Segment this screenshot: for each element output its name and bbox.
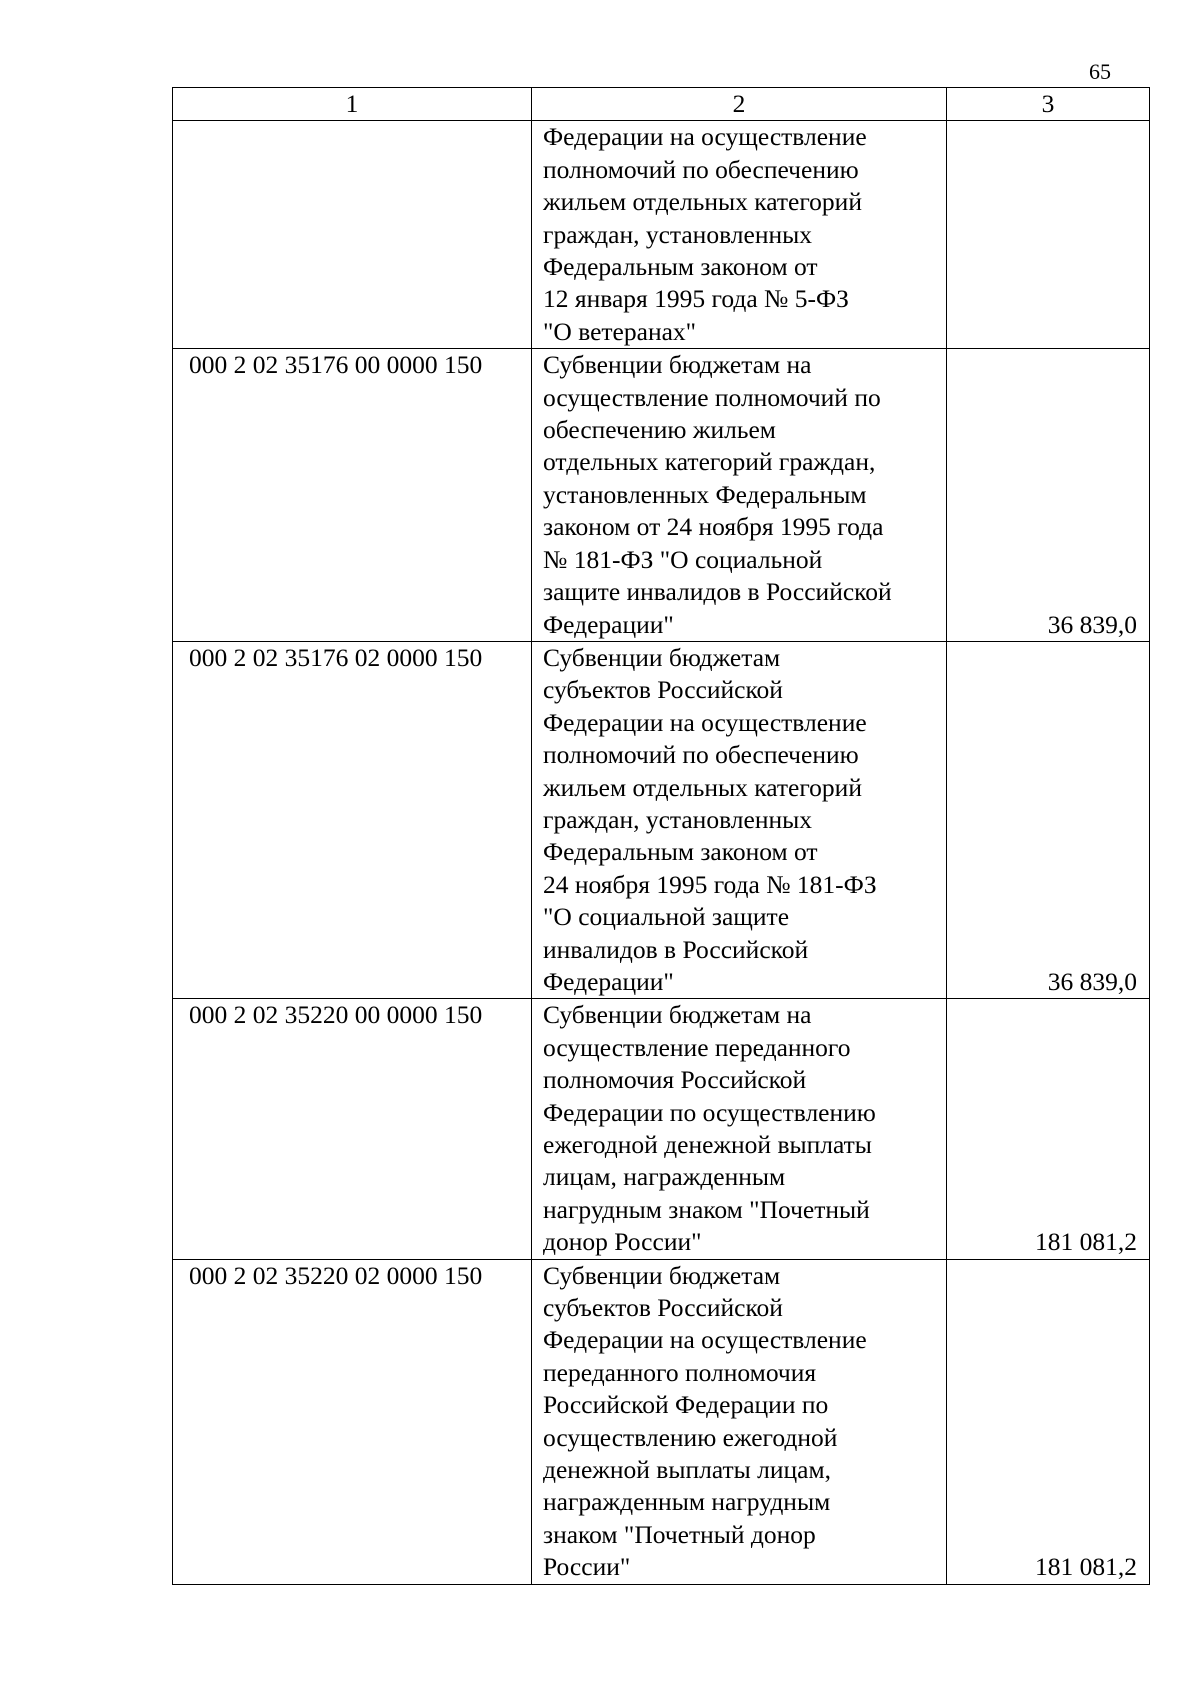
budget-table <box>172 87 1150 1585</box>
description-line: осуществление полномочий по <box>543 382 881 412</box>
description-line: граждан, установленных <box>543 219 812 249</box>
table-row <box>173 999 1150 1259</box>
description-line: Субвенции бюджетам <box>543 642 781 672</box>
description-line: защите инвалидов в Российской <box>543 577 892 607</box>
description-line: денежной выплаты лицам, <box>543 1455 831 1485</box>
description-line: знаком "Почетный донор <box>543 1519 816 1549</box>
description-line: № 181-ФЗ "О социальной <box>543 544 823 574</box>
description-line: инвалидов в Российской <box>543 934 809 964</box>
description-line: 24 ноября 1995 года № 181-ФЗ <box>543 869 877 899</box>
description-line: Федеральным законом от <box>543 837 818 867</box>
description-line: отдельных категорий граждан, <box>543 447 876 477</box>
page-number: 65 <box>1089 59 1111 84</box>
column-header-2: 2 <box>532 88 947 121</box>
description-line: "О социальной защите <box>543 902 790 932</box>
description-line: награжденным нагрудным <box>543 1487 831 1517</box>
description-line: жильем отдельных категорий <box>543 187 862 217</box>
description-line: субъектов Российской <box>543 675 783 705</box>
description-line: 12 января 1995 года № 5-ФЗ <box>543 284 849 314</box>
income-code-cell <box>173 121 532 349</box>
description-cell <box>532 999 947 1259</box>
description-line: нагрудным знаком "Почетный <box>543 1194 870 1224</box>
column-header-1: 1 <box>173 88 532 121</box>
amount-cell <box>947 121 1150 349</box>
table-header-row <box>173 88 1150 121</box>
description-line: Федерации" <box>543 966 674 996</box>
description-line: Субвенции бюджетам на <box>543 1000 812 1030</box>
description-line: Федерации на осуществление <box>543 122 867 152</box>
description-line: полномочия Российской <box>543 1065 807 1095</box>
amount-cell: 181 081,2 <box>947 999 1150 1259</box>
column-header-3: 3 <box>947 88 1150 121</box>
description-cell <box>532 641 947 998</box>
description-line: законом от 24 ноября 1995 года <box>543 512 884 542</box>
description-line: "О ветеранах" <box>543 316 697 346</box>
description-line: Российской Федерации по <box>543 1390 829 1420</box>
description-line: Федерации" <box>543 609 674 639</box>
table-row <box>173 641 1150 998</box>
description-line: субъектов Российской <box>543 1293 783 1323</box>
description-cell <box>532 1259 947 1584</box>
description-line: донор России" <box>543 1227 702 1257</box>
income-code-cell: 000 2 02 35220 00 0000 150 <box>173 999 532 1259</box>
amount-cell: 181 081,2 <box>947 1259 1150 1584</box>
description-line: Субвенции бюджетам <box>543 1260 781 1290</box>
income-code-cell: 000 2 02 35176 00 0000 150 <box>173 349 532 642</box>
description-line: Федерации по осуществлению <box>543 1097 876 1127</box>
description-line: установленных Федеральным <box>543 479 867 509</box>
description-line: Федеральным законом от <box>543 252 818 282</box>
description-line: обеспечению жильем <box>543 415 776 445</box>
description-line: граждан, установленных <box>543 804 812 834</box>
table-body <box>173 88 1150 1585</box>
description-cell <box>532 349 947 642</box>
description-line: Федерации на осуществление <box>543 707 867 737</box>
income-code-cell: 000 2 02 35176 02 0000 150 <box>173 641 532 998</box>
description-line: полномочий по обеспечению <box>543 740 859 770</box>
table-row <box>173 121 1150 349</box>
description-line: переданного полномочия <box>543 1357 817 1387</box>
income-code-cell: 000 2 02 35220 02 0000 150 <box>173 1259 532 1584</box>
description-line: Федерации на осуществление <box>543 1325 867 1355</box>
description-line: лицам, награжденным <box>543 1162 786 1192</box>
description-cell <box>532 121 947 349</box>
amount-cell: 36 839,0 <box>947 349 1150 642</box>
description-line: ежегодной денежной выплаты <box>543 1130 872 1159</box>
table-row <box>173 349 1150 642</box>
description-line: полномочий по обеспечению <box>543 154 859 184</box>
description-line: Субвенции бюджетам на <box>543 350 812 380</box>
description-line: осуществлению ежегодной <box>543 1422 838 1452</box>
description-line: жильем отдельных категорий <box>543 772 862 802</box>
description-line: России" <box>543 1552 631 1582</box>
table-row <box>173 1259 1150 1584</box>
amount-cell: 36 839,0 <box>947 641 1150 998</box>
description-line: осуществление переданного <box>543 1032 851 1062</box>
